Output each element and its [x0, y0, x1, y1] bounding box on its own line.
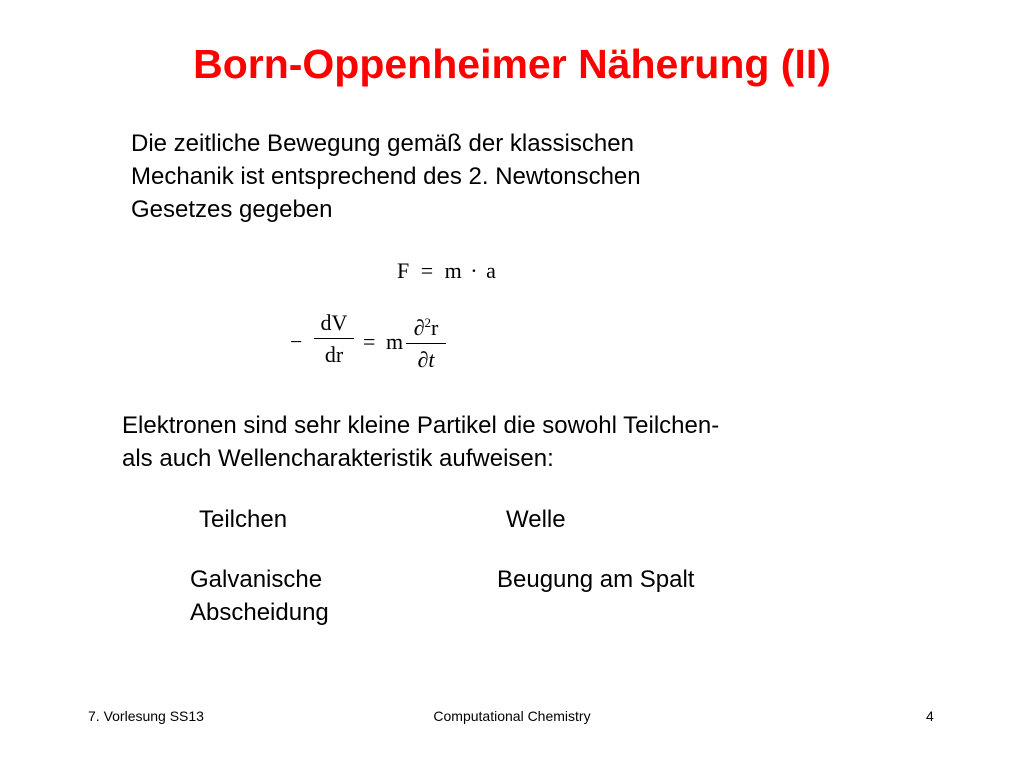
mass-symbol: m — [444, 258, 462, 283]
fraction-bar — [314, 338, 354, 339]
footer-course: Computational Chemistry — [433, 708, 591, 724]
fraction-bar — [406, 343, 446, 344]
electron-paragraph — [122, 409, 719, 475]
numerator-partial-r — [406, 310, 446, 341]
denominator-dr: dr — [324, 342, 344, 367]
equals-sign: = — [363, 329, 376, 354]
slide-title: Born-Oppenheimer Näherung (II) — [193, 41, 831, 87]
dot-operator: · — [470, 258, 478, 283]
r-symbol: r — [431, 315, 439, 340]
particle-example — [190, 563, 329, 629]
newton-formula — [397, 258, 496, 284]
page-number: 4 — [926, 708, 934, 724]
particle-example-line-1: Galvanische — [190, 566, 323, 593]
mass-symbol: m — [386, 329, 404, 354]
t-symbol: t — [428, 347, 435, 372]
intro-line-3: Gesetzes gegeben — [131, 196, 333, 223]
particle-example-line-2: Abscheidung — [190, 599, 329, 626]
particle-header: Teilchen — [199, 506, 288, 533]
partial-symbol: ∂ — [417, 347, 429, 372]
potential-derivative-formula — [290, 310, 460, 374]
denominator-partial-t — [406, 347, 446, 373]
equals-sign: = — [420, 258, 434, 283]
electron-line-2: als auch Wellencharakteristik aufweisen: — [122, 445, 554, 472]
wave-header: Welle — [506, 506, 566, 533]
intro-line-1: Die zeitliche Bewegung gemäß der klassischen — [131, 130, 634, 157]
partial-symbol: ∂ — [413, 315, 425, 340]
acceleration-symbol: a — [486, 258, 496, 283]
exponent: 2 — [424, 315, 432, 330]
intro-line-2: Mechanik ist entsprechend des 2. Newtonschen — [131, 163, 641, 190]
intro-paragraph — [131, 127, 641, 226]
numerator-dv: dV — [320, 310, 348, 335]
force-symbol: F — [397, 258, 410, 283]
footer-lecture: 7. Vorlesung SS13 — [88, 708, 204, 724]
electron-line-1: Elektronen sind sehr kleine Partikel die sowohl Teilchen- — [122, 412, 720, 439]
fraction-dv-dr — [314, 310, 354, 368]
wave-example: Beugung am Spalt — [497, 566, 695, 593]
minus-sign: − — [290, 329, 303, 354]
fraction-second-partial — [406, 310, 446, 373]
